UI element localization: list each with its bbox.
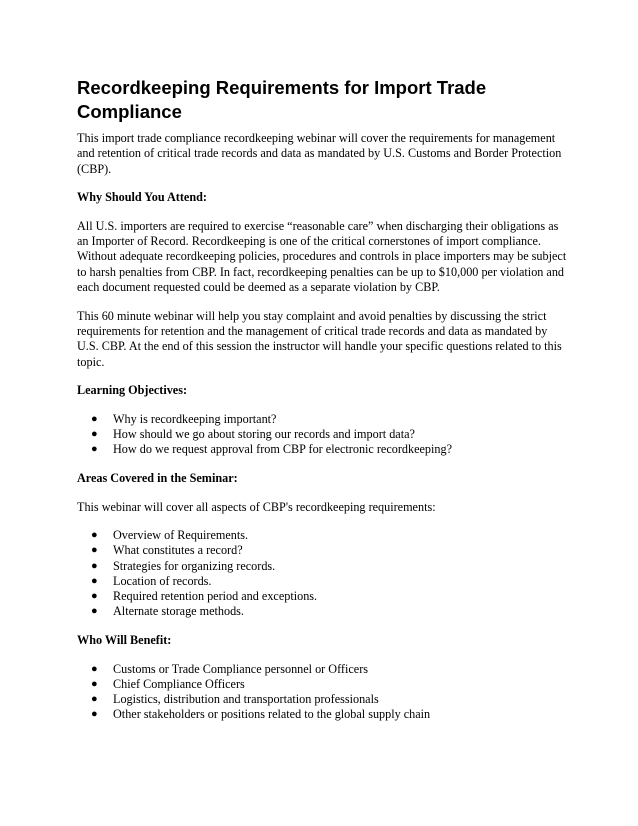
who-will-benefit-heading: Who Will Benefit: <box>77 633 172 648</box>
bullet-icon: ● <box>91 693 98 706</box>
list-item: ● Strategies for organizing records. <box>91 558 276 573</box>
areas-covered-heading: Areas Covered in the Seminar: <box>77 471 238 486</box>
bullet-icon: ● <box>91 708 98 721</box>
list-item: ● Chief Compliance Officers <box>91 676 245 691</box>
bullet-icon: ● <box>91 589 98 602</box>
list-item: ● Overview of Requirements. <box>91 528 249 543</box>
areas-covered-list <box>77 528 567 619</box>
bullet-icon: ● <box>91 662 98 675</box>
bullet-icon: ● <box>91 574 98 587</box>
bullet-icon: ● <box>91 544 98 557</box>
intro-paragraph: This import trade compliance recordkeeping webinar will cover the requirements for management and retention of critical trade records and data as mandated by U.S. Customs and Border Protection (CBP). <box>77 131 562 176</box>
list-item: ● What constitutes a record? <box>91 543 243 558</box>
bullet-icon: ● <box>91 559 98 572</box>
list-item: ● Why is recordkeeping important? <box>91 411 277 426</box>
list-item: ● Customs or Trade Compliance personnel or Officers <box>91 661 368 676</box>
list-item: ● Required retention period and exceptions. <box>91 588 318 603</box>
bullet-icon: ● <box>91 529 98 542</box>
list-item: ● Logistics, distribution and transportation professionals <box>91 692 379 707</box>
why-attend-paragraph-2: This 60 minute webinar will help you stay complaint and avoid penalties by discussing the strict requirements for retention and the management of critical trade records and data as mandated by U.S. CBP. At the end of this session the instructor will handle your specific questions related to this topic. <box>77 308 562 369</box>
list-item: ● Alternate storage methods. <box>91 604 244 619</box>
who-will-benefit-list <box>77 662 567 723</box>
bullet-icon: ● <box>91 427 98 440</box>
bullet-icon: ● <box>91 677 98 690</box>
why-attend-heading: Why Should You Attend: <box>77 190 207 205</box>
list-item: ● Other stakeholders or positions related to the global supply chain <box>91 707 431 722</box>
learning-objectives-list <box>77 412 567 458</box>
bullet-icon: ● <box>91 605 98 618</box>
list-item: ● How do we request approval from CBP for electronic recordkeeping? <box>91 442 452 457</box>
bullet-icon: ● <box>91 412 98 425</box>
learning-objectives-heading: Learning Objectives: <box>77 383 188 398</box>
areas-covered-intro: This webinar will cover all aspects of CBP's recordkeeping requirements: <box>77 499 436 514</box>
bullet-icon: ● <box>91 443 98 456</box>
document-body <box>77 76 567 737</box>
why-attend-paragraph-1: All U.S. importers are required to exercise “reasonable care” when discharging their obligations as an Importer of Record. Recordkeeping is one of the critical cornerstones of import compliance. Without adequate recordkeeping policies, procedures and controls in place importers may be subject to harsh penalties from CBP. In fact, recordkeeping penalties can be up to $10,000 per violation and each document requested could be deemed as a separate violation by CBP. <box>77 218 567 295</box>
list-item: ● How should we go about storing our records and import data? <box>91 426 415 441</box>
list-item: ● Location of records. <box>91 573 212 588</box>
page-title: Recordkeeping Requirements for Import Trade Compliance <box>77 77 487 122</box>
